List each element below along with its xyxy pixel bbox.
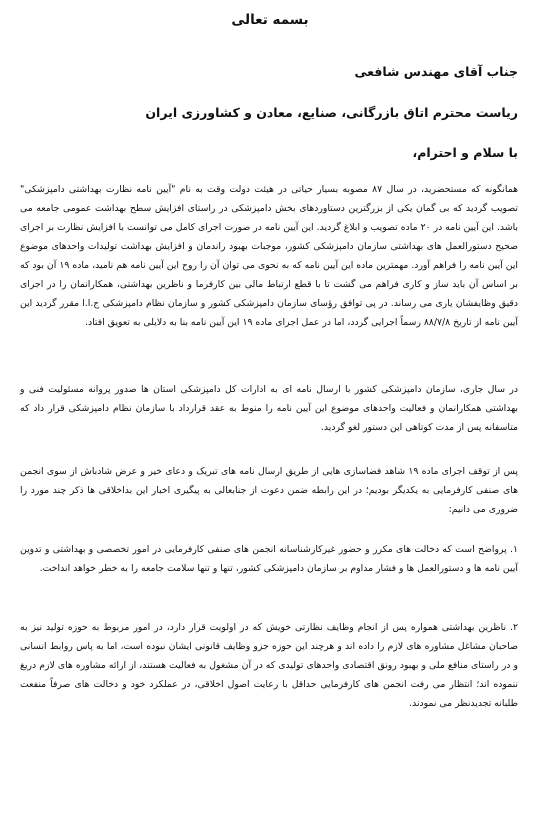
greeting: با سلام و احترام، bbox=[412, 145, 518, 160]
paragraph-4: ۱. پرواضح است که دخالت های مکرر و حضور غیرکارشناسانه انجمن های صنفی کارفرمایی در امور تخصصی و بهداشتی و تدوین آیین نامه ها و دستورالعمل ها و فشار مداوم بر سازمان دامپزشکی کشور، تنها و تنها سلامت جامعه را به خطر خواهد انداخت. bbox=[20, 544, 518, 574]
paragraph-5: ۲. ناظرین بهداشتی همواره پس از انجام وظایف نظارتی خویش که در اولویت قرار دارد، در امور مربوط به حوزه تولید نیز به صاحبان مشاغل مشاوره های لازم را داده اند و هرچند این حوزه جزو وظایف قانونی ایشان نبوده است، اما به پاس روابط انسانی و در راستای منافع ملی و بهبود رونق اقتصادی واحدهای تولیدی که در آن مشغول به فعالیت هستند، از ارائه مشاوره های لازم دریغ ننموده اند؛ انتظار می رفت انجمن های کارفرمایی حداقل با رعایت اصول اخلاقی، در عملکرد خود و دخالت های صرفاً منفعت طلبانه تجدیدنظر می نمودند. bbox=[20, 622, 518, 709]
paragraph-2: در سال جاری، سازمان دامپزشکی کشور با ارسال نامه ای به ادارات کل دامپزشکی استان ها صدور پروانه مسئولیت فنی و بهداشتی همکارانمان و فعالیت واحدهای موضوع این آیین نامه را منوط به عقد قرارداد با سازمان نظام دامپزشکی قرار داد که متاسفانه پس از مدت کوتاهی این دستور لغو گردید. bbox=[20, 384, 518, 433]
addressee-position: ریاست محترم اتاق بازرگانی، صنایع، معادن و کشاورزی ایران bbox=[145, 105, 518, 120]
letter-heading: بسمه تعالی bbox=[231, 12, 309, 28]
paragraph-1: همانگونه که مستحضرید، در سال ۸۷ مصوبه بسیار حیاتی در هیئت دولت وقت به نام "آیین نامه نظارت بهداشتی دامپزشکی" تصویب گردید که بی گمان یکی از بزرگترین دستاوردهای بخش دامپزشکی در راستای افزایش سطح بهداشت عمومی جامعه می باشد. این آیین نامه در ۲۰ ماده تصویب و ابلاغ گردید. این آیین نامه در صورت اجرای کامل می توانست با افزایش نظارت بر اجرای صحیح دستورالعمل های بهداشتی سازمان دامپزشکی کشور، موجبات بهبود راندمان و افزایش بهداشت تولیدات واحدهای موضوع این آیین نامه را فراهم آورد. مهمترین ماده این آیین نامه که به نحوی می توان آن را روح این آیین نامه هم نامید، ماده ۱۹ آن بود که بر اساس آن باید ساز و کاری فراهم می گشت تا با قطع ارتباط مالی بین کارفرما و ناظرین بهداشتی، همکارانمان را در اجرای دقیق وظایفشان یاری می رساند. در پی توافق رؤسای سازمان دامپزشکی کشور و سازمان نظام دامپزشکی ج.ا.ا مقرر گردید این آیین نامه از تاریخ ۸۸/۷/۸ رسماً اجرایی گردد، اما در عمل اجرای ماده ۱۹ این آیین نامه بنا به دلایلی به تعویق افتاد. bbox=[20, 184, 518, 328]
paragraph-3: پس از توقف اجرای ماده ۱۹ شاهد فضاسازی هایی از طریق ارسال نامه های تبریک و دعای خیر و عرض شادباش از سوی انجمن های صنفی کارفرمایی به یکدیگر بودیم؛ در این رابطه ضمن دعوت از جنابعالی به پیگیری اخبار این بداخلاقی ها ذکر چند مورد را ضروری می دانیم: bbox=[20, 466, 519, 515]
addressee-name: جناب آقای مهندس شافعی bbox=[354, 64, 518, 79]
